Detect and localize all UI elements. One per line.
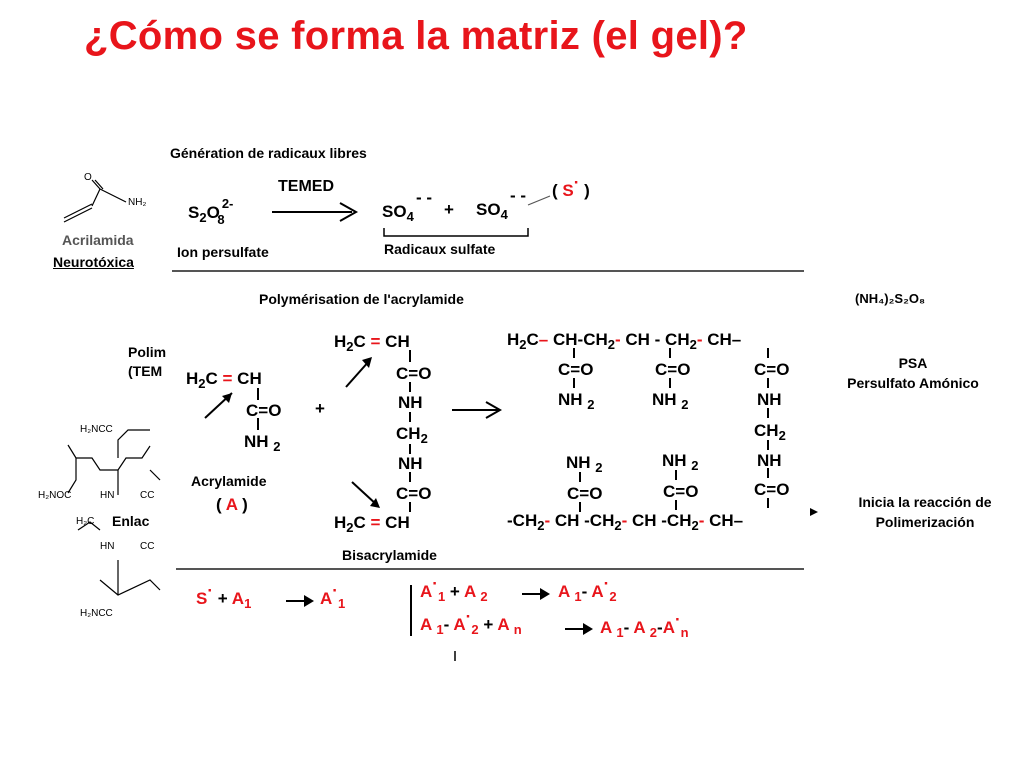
psa-formula: (NH₄)₂S₂O₈ (855, 291, 926, 306)
psa-label: PSA (898, 355, 928, 371)
acrylamide-a-symbol: ( A ) (216, 495, 248, 514)
persulfate-label: Ion persulfate (177, 244, 269, 260)
mechanism-step-1-product: $A\cdot_1$ (320, 581, 346, 611)
polymer-top-chain: $H_2C-$ $CH-CH_2-$ CH - $CH_2-$ CH– (507, 330, 742, 352)
polymer-ch2: $CH_2$ (754, 421, 786, 443)
slide-title: ¿Cómo se forma la matriz (el gel)? (84, 14, 748, 58)
enlace-cut-label: Enlac (112, 513, 150, 529)
inicia-pointer (810, 508, 818, 516)
crosslink-label-4: CC (140, 490, 155, 501)
mechanism-step-1: $S\cdot + A_1$ (196, 581, 252, 611)
polymer-co-3: C=O (754, 360, 790, 379)
temed-label: TEMED (278, 178, 334, 195)
plus-sign-1: + (444, 200, 454, 219)
crosslink-label-5: HN (100, 541, 115, 552)
polymer-co-6: C=O (663, 482, 699, 501)
sulfate-label: Radicaux sulfate (384, 241, 496, 257)
bis-nh-2: NH (398, 454, 423, 473)
crosslink-label-7: H₂C (76, 516, 95, 527)
persulfate-formula: $S_2O$ $^{2-}_8$ (188, 196, 234, 227)
acrylamide-oxygen: O (84, 172, 92, 183)
sulfate-radical-1: $SO_4$ - - (382, 188, 433, 224)
polymer-co-1: C=O (558, 360, 594, 379)
polymer-co-2: C=O (655, 360, 691, 379)
mechanism-step-3: A $_1$- $A\cdot_2 + A$ $_n$ (420, 607, 522, 637)
acrylamide-ch2-ch: $H_2C$ = CH (186, 369, 262, 391)
crosslink-label-1: H₂NCC (80, 424, 113, 435)
acrylamide-skeleton (64, 180, 126, 222)
polymer-co-4: C=O (754, 480, 790, 499)
polymerisation-heading: Polymérisation de l'acrylamide (259, 291, 464, 307)
acrylamide-nh2: NH $_2$ (244, 432, 281, 454)
acrylamide-nh2: NH₂ (128, 197, 147, 208)
plus-sign-2: + (315, 399, 325, 418)
bisacrylamide-label: Bisacrylamide (342, 547, 437, 563)
polymer-nh2-4: NH $_2$ (662, 451, 699, 473)
crosslink-label-3: HN (100, 490, 115, 501)
polymer-nh2-1: NH $_2$ (558, 390, 595, 412)
sulfate-bracket (384, 228, 528, 236)
radicals-heading: Génération de radicaux libres (170, 145, 367, 161)
bis-nh-1: NH (398, 393, 423, 412)
initiates-line-2: Polimerización (875, 514, 975, 530)
bis-ch2: $CH_2$ (396, 424, 428, 446)
mechanism-step-3-product: A $_1$- A $_2-A\cdot_n$ (600, 610, 689, 640)
polymer-nh-1: NH (757, 390, 782, 409)
crosslink-label-8: H₂NCC (80, 608, 113, 619)
crosslink-label-6: CC (140, 541, 155, 552)
polymer-nh2-2: NH $_2$ (652, 390, 689, 412)
bis-co-2: C=O (396, 484, 432, 503)
temed-cut-label: (TEM (128, 363, 163, 379)
lower-arrow (352, 482, 377, 505)
mechanism-step-2-product: A $_1$- $A\cdot_2$ (558, 574, 617, 604)
s-radical-symbol: ( S· ) (552, 173, 590, 200)
polymer-co-5: C=O (567, 484, 603, 503)
acrylamide-label: Acrylamide (191, 473, 267, 489)
acrylamide-name: Acrilamida (62, 232, 134, 248)
polymer-nh2-3: NH $_2$ (566, 453, 603, 475)
bis-co-1: C=O (396, 364, 432, 383)
neurotoxic-warning: Neurotóxica (53, 254, 134, 270)
mechanism-step-2: $A\cdot_1 + A$ $_2$ (420, 574, 488, 604)
initiates-line-1: Inicia la reacción de (858, 494, 992, 510)
psa-full-name: Persulfato Amónico (847, 375, 979, 391)
crosslink-label-2: H₂NOC (38, 490, 72, 501)
polymer-bottom-chain: $-CH_2-$ CH $-CH_2-$ CH $-CH_2-$ CH– (507, 511, 744, 533)
acrylamide-co: C=O (246, 401, 282, 420)
polymer-nh-2: NH (757, 451, 782, 470)
bis-top-ch2-ch: $H_2C$ = CH (334, 332, 410, 354)
polim-cut-label: Polim (128, 344, 167, 360)
bis-bottom-ch2-ch: $H_2C$ = CH (334, 513, 410, 535)
sulfate-radical-2: $SO_4$ - - (476, 186, 527, 222)
